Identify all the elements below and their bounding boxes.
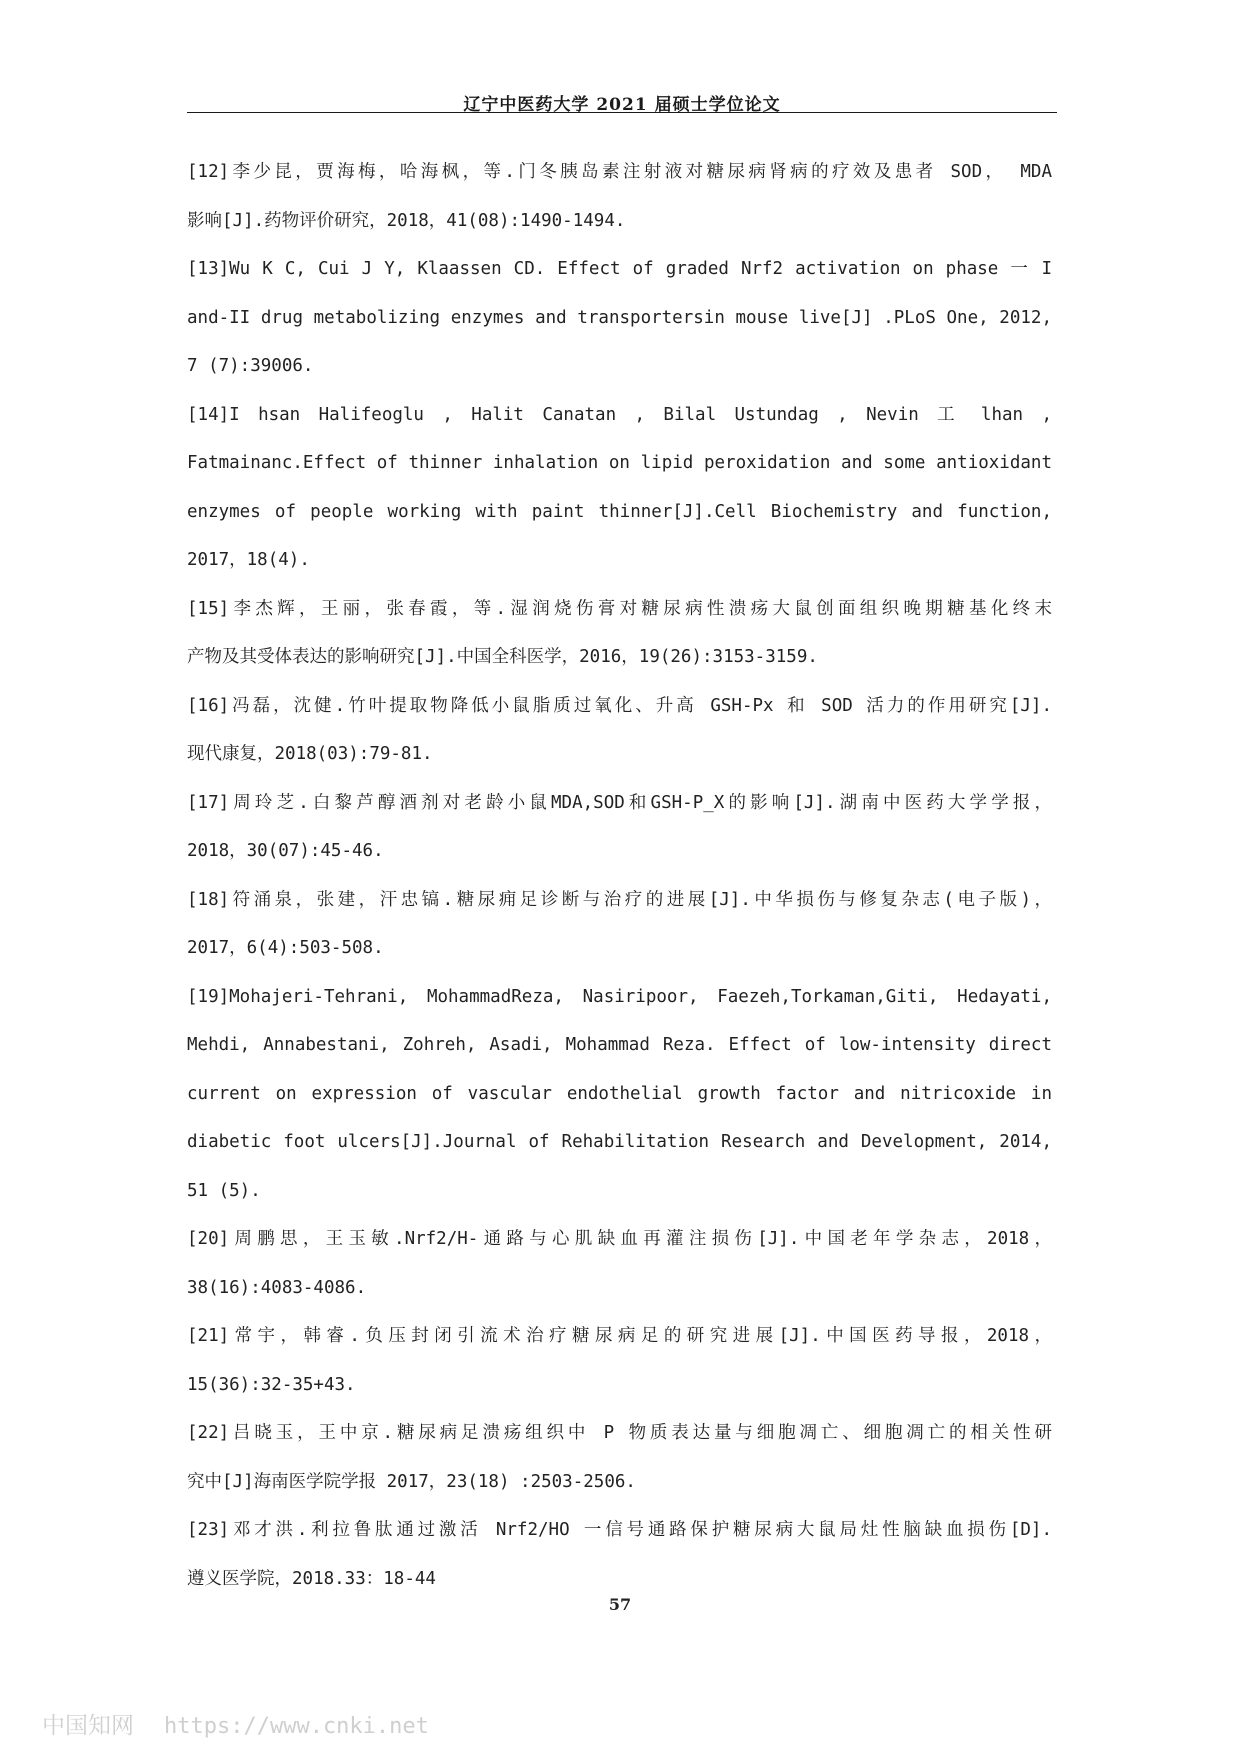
reference-line: [17]周玲芝.白黎芦醇酒剂对老龄小鼠MDA,SOD和GSH-P_X的影响[J].湖南中医药大学学报，	[187, 792, 1052, 813]
reference-entry	[187, 1419, 1052, 1516]
reference-line: [21]常宇，韩睿.负压封闭引流术治疗糖尿病足的研究进展[J].中国医药导报，2018，	[187, 1326, 1052, 1346]
reference-line: and-II drug metabolizing enzymes and transportersin mouse live[J] .PLoS One, 2012,	[187, 307, 1052, 328]
reference-line: [23]邓才洪.利拉鲁肽通过激活 Nrf2/HO 一信号通路保护糖尿病大鼠局灶性脑缺血损伤[D].	[187, 1520, 1052, 1540]
reference-line: 究中[J]海南医学院学报 2017，23(18) :2503-2506.	[187, 1471, 636, 1492]
reference-line: [14]I hsan Halifeoglu , Halit Canatan , Bilal Ustundag , Nevin 工 lhan ,	[187, 404, 1052, 425]
reference-line: [13]Wu K C, Cui J Y, Klaassen CD. Effect of graded Nrf2 activation on phase 一 I	[187, 259, 1052, 279]
reference-line: [15]李杰辉，王丽，张春霞，等.湿润烧伤膏对糖尿病性溃疡大鼠创面组织晚期糖基化终末	[187, 598, 1052, 619]
reference-entry	[187, 789, 1052, 886]
reference-line: diabetic foot ulcers[J].Journal of Rehabilitation Research and Development, 2014,	[187, 1132, 1052, 1152]
reference-line: [19]Mohajeri-Tehrani, MohammadReza, Nasiripoor, Faezeh,Torkaman,Giti, Hedayati,	[187, 986, 1052, 1007]
watermark-url: https://www.cnki.net	[164, 1714, 429, 1739]
reference-line: [12]李少昆，贾海梅，哈海枫，等.门冬胰岛素注射液对糖尿病肾病的疗效及患者 SOD， MDA	[187, 162, 1052, 182]
reference-line: 影响[J].药物评价研究，2018，41(08):1490-1494.	[187, 210, 626, 231]
reference-line: 15(36):32-35+43.	[187, 1374, 356, 1395]
reference-list	[187, 158, 1052, 1613]
reference-line: 2017，6(4):503-508.	[187, 938, 384, 958]
reference-line: 51 (5).	[187, 1180, 261, 1201]
reference-line: [20]周鹏思，王玉敏.Nrf2/H-通路与心肌缺血再灌注损伤[J].中国老年学杂志，2018，	[187, 1229, 1052, 1249]
reference-line: Fatmainanc.Effect of thinner inhalation on lipid peroxidation and some antioxidant	[187, 453, 1052, 473]
reference-entry	[187, 255, 1052, 401]
reference-line: Mehdi, Annabestani, Zohreh, Asadi, Mohammad Reza. Effect of low-intensity direct	[187, 1035, 1052, 1055]
page-number: 57	[608, 1595, 632, 1614]
reference-entry	[187, 401, 1052, 595]
reference-entry	[187, 886, 1052, 983]
watermark-brand: 中国知网	[42, 1713, 134, 1739]
reference-line: enzymes of people working with paint thinner[J].Cell Biochemistry and function,	[187, 501, 1052, 522]
reference-line: [22]吕晓玉，王中京.糖尿病足溃疡组织中 P 物质表达量与细胞凋亡、细胞凋亡的相关性研	[187, 1423, 1052, 1443]
reference-line: 现代康复，2018(03):79-81.	[187, 744, 433, 764]
reference-entry	[187, 692, 1052, 789]
reference-entry	[187, 1225, 1052, 1322]
reference-line: 2018，30(07):45-46.	[187, 841, 384, 861]
running-header: 辽宁中医药大学 2021 届硕士学位论文	[463, 95, 781, 115]
reference-line: [18]符涌泉，张建，汗忠镐.糖尿痈足诊断与治疗的进展[J].中华损伤与修复杂志(电子版)，	[187, 889, 1052, 910]
reference-line: current on expression of vascular endothelial growth factor and nitricoxide in	[187, 1083, 1052, 1104]
reference-entry	[187, 1322, 1052, 1419]
header-rule	[187, 112, 1057, 113]
reference-line: 38(16):4083-4086.	[187, 1277, 367, 1298]
reference-entry	[187, 983, 1052, 1226]
reference-line: 2017，18(4).	[187, 550, 310, 570]
reference-entry	[187, 595, 1052, 692]
reference-line: 遵义医学院，2018.33：18-44	[187, 1568, 436, 1589]
reference-line: 7 (7):39006.	[187, 356, 314, 376]
reference-entry	[187, 158, 1052, 255]
reference-line: [16]冯磊，沈健.竹叶提取物降低小鼠脂质过氧化、升高 GSH-Px 和 SOD 活力的作用研究[J].	[187, 695, 1052, 716]
cnki-watermark	[42, 1707, 429, 1740]
reference-line: 产物及其受体表达的影响研究[J].中国全科医学，2016，19(26):3153-3159.	[187, 647, 818, 667]
